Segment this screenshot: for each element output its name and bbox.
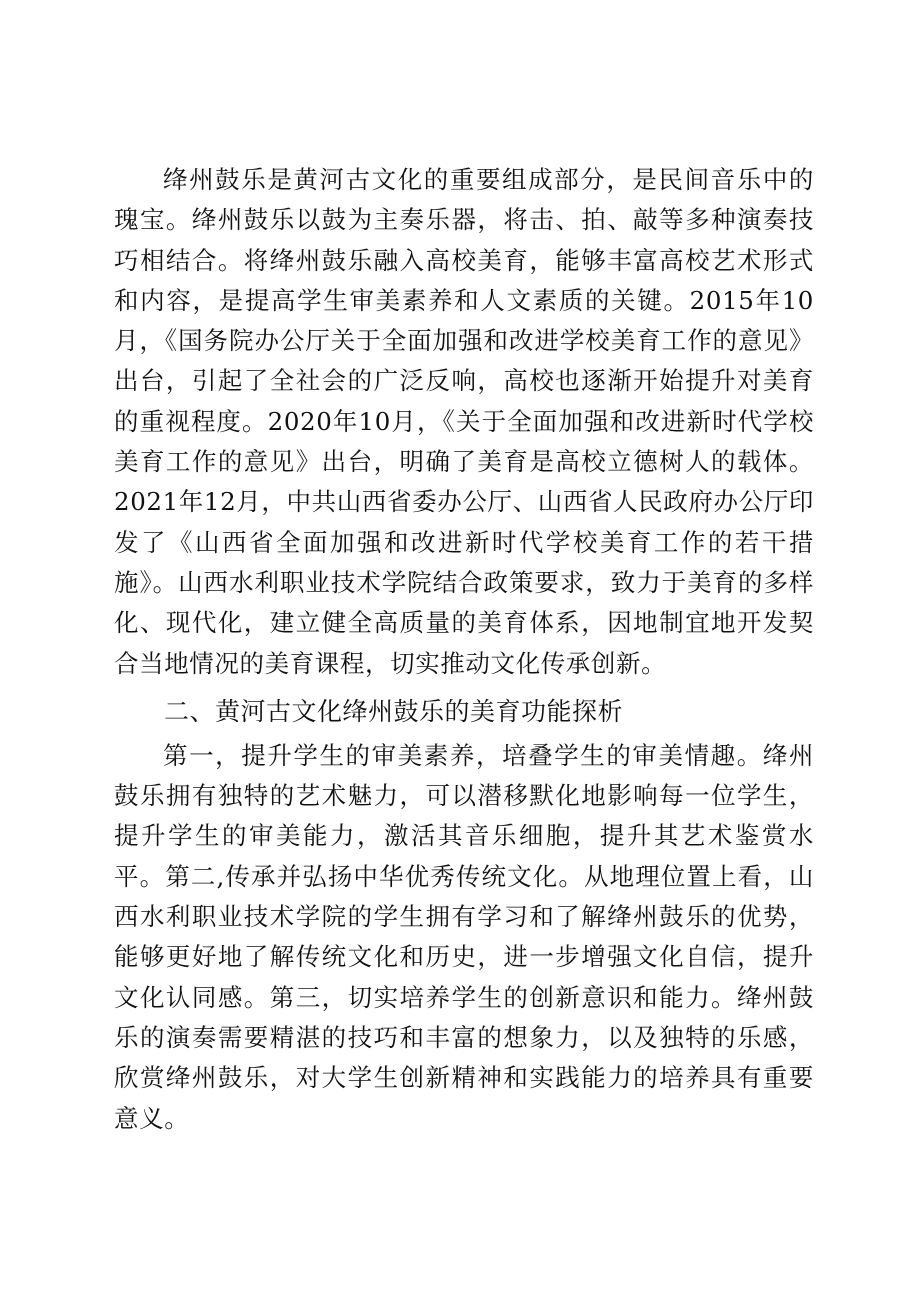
document-body (114, 160, 814, 1139)
paragraph-introduction: 绛州鼓乐是黄河古文化的重要组成部分，是民间音乐中的瑰宝。绛州鼓乐以鼓为主奏乐器，将击、拍、敲等多种演奏技巧相结合。将绛州鼓乐融入高校美育，能够丰富高校艺术形式和内容，是提高学生审美素养和人文素质的关键。2015年10月，《国务院办公厅关于全面加强和改进学校美育工作的意见》出台，引起了全社会的广泛反响，高校也逐渐开始提升对美育的重视程度。2020年10月，《关于全面加强和改进新时代学校美育工作的意见》出台，明确了美育是高校立德树人的载体。2021年12月，中共山西省委办公厅、山西省人民政府办公厅印发了《山西省全面加强和改进新时代学校美育工作的若干措施》。山西水利职业技术学院结合政策要求，致力于美育的多样化、现代化，建立健全高质量的美育体系，因地制宜地开发契合当地情况的美育课程，切实推动文化传承创新。 (114, 165, 814, 678)
paragraph-functions: 第一，提升学生的审美素养，培叠学生的审美情趣。绛州鼓乐拥有独特的艺术魅力，可以潜移默化地影响每一位学生，提升学生的审美能力，激活其音乐细胞，提升其艺术鉴赏水平。第二,传承并弘扬中华优秀传统文化。从地理位置上看，山西水利职业技术学院的学生拥有学习和了解绛州鼓乐的优势，能够更好地了解传统文化和历史，进一步增强文化自信，提升文化认同感。第三，切实培养学生的创新意识和能力。绛州鼓乐的演奏需要精湛的技巧和丰富的想象力，以及独特的乐感，欣赏绛州鼓乐，对大学生创新精神和实践能力的培养具有重要意义。 (114, 740, 814, 1133)
section-heading: 二、黄河古文化绛州鼓乐的美育功能探析 (164, 696, 624, 726)
